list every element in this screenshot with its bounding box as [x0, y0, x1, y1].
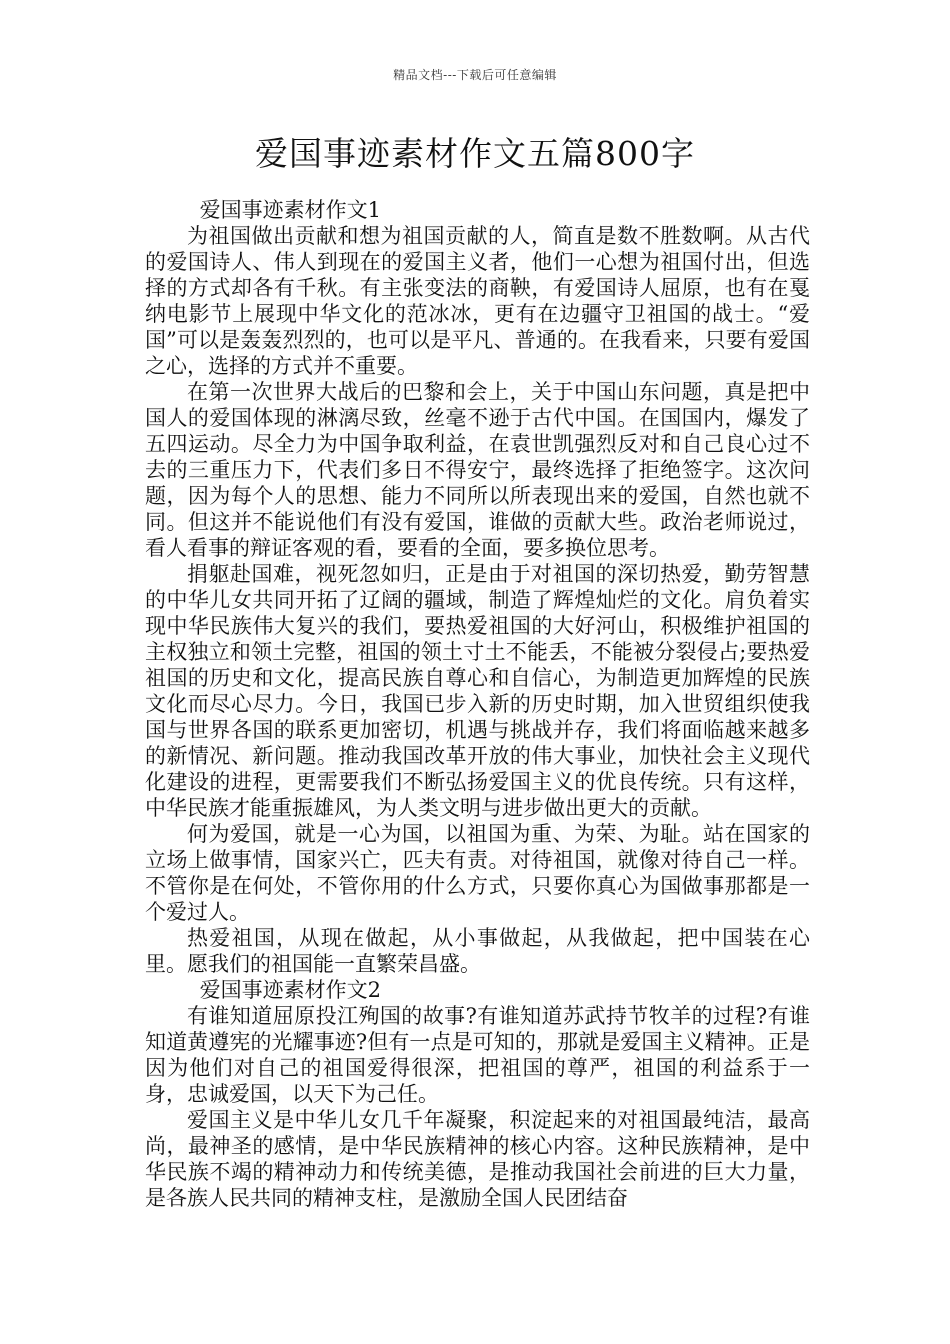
paragraph: 何为爱国，就是一心为国，以祖国为重、为荣、为耻。站在国家的立场上做事情，国家兴亡，匹夫有责。对待祖国，就像对待自己一样。不管你是在何处，不管你用的什么方式，只要你真心为国做事那都是一个爱过人。: [145, 822, 810, 924]
paragraph: 热爱祖国，从现在做起，从小事做起，从我做起，把中国装在心里。愿我们的祖国能一直繁荣昌盛。: [145, 926, 810, 976]
document-title: 爱国事迹素材作文五篇800字: [255, 134, 695, 173]
document-body: [145, 197, 810, 1211]
header-note: 精品文档---下载后可任意编辑: [393, 68, 557, 82]
section-heading-2: 爱国事迹素材作文2: [199, 978, 381, 1002]
paragraph: 为祖国做出贡献和想为祖国贡献的人，简直是数不胜数啊。从古代的爱国诗人、伟人到现在的爱国主义者，他们一心想为祖国付出，但选择的方式却各有千秋。有主张变法的商鞅，有爱国诗人屈原，也有在戛纳电影节上展现中华文化的范冰冰，更有在边疆守卫祖国的战士。“爱国”可以是轰轰烈烈的，也可以是平凡、普通的。在我看来，只要有爱国之心，选择的方式并不重要。: [145, 224, 810, 378]
paragraph: 捐躯赴国难，视死忽如归，正是由于对祖国的深切热爱，勤劳智慧的中华儿女共同开拓了辽阔的疆域，制造了辉煌灿烂的文化。肩负着实现中华民族伟大复兴的我们，要热爱祖国的大好河山，积极维护祖国的主权独立和领土完整，祖国的领土寸土不能丢，不能被分裂侵占;要热爱祖国的历史和文化，提高民族自尊心和自信心，为制造更加辉煌的民族文化而尽心尽力。今日，我国已步入新的历史时期，加入世贸组织使我国与世界各国的联系更加密切，机遇与挑战并存，我们将面临越来越多的新情况、新问题。推动我国改革开放的伟大事业，加快社会主义现代化建设的进程，更需要我们不断弘扬爱国主义的优良传统。只有这样，中华民族才能重振雄风，为人类文明与进步做出更大的贡献。: [145, 562, 810, 820]
paragraph: 在第一次世界大战后的巴黎和会上，关于中国山东问题，真是把中国人的爱国体现的淋漓尽致，丝毫不逊于古代中国。在国国内，爆发了五四运动。尽全力为中国争取利益，在袁世凯强烈反对和自己良心过不去的三重压力下，代表们多日不得安宁，最终选择了拒绝签字。这次问题，因为每个人的思想、能力不同所以所表现出来的爱国，自然也就不同。但这并不能说他们有没有爱国，谁做的贡献大些。政治老师说过，看人看事的辩证客观的看，要看的全面，要多换位思考。: [145, 380, 810, 560]
paragraph: 有谁知道屈原投江殉国的故事?有谁知道苏武持节牧羊的过程?有谁知道黄遵宪的光耀事迹?但有一点是可知的，那就是爱国主义精神。正是因为他们对自己的祖国爱得很深，把祖国的尊严，祖国的利益系于一身，忠诚爱国，以天下为己任。: [145, 1004, 810, 1106]
section-heading-1: 爱国事迹素材作文1: [199, 198, 381, 222]
paragraph: 爱国主义是中华儿女几千年凝聚，积淀起来的对祖国最纯洁，最高尚，最神圣的感情，是中华民族精神的核心内容。这种民族精神，是中华民族不竭的精神动力和传统美德，是推动我国社会前进的巨大力量，是各族人民共同的精神支柱，是激励全国人民团结奋: [145, 1108, 810, 1210]
